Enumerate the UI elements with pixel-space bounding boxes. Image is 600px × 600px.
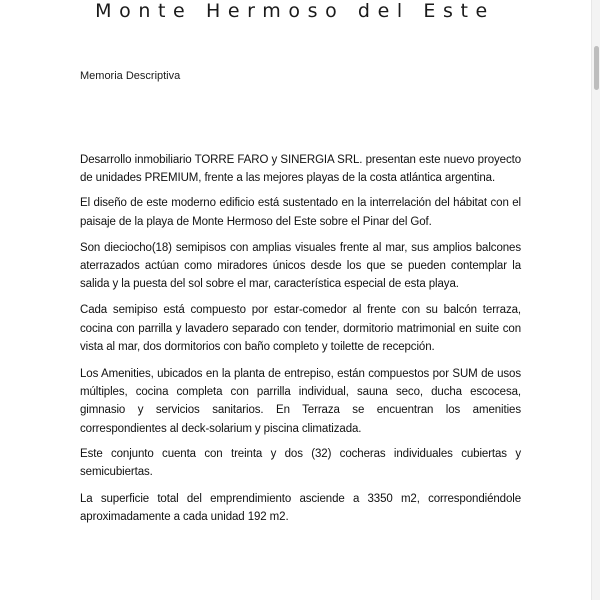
paragraph-parking: Este conjunto cuenta con treinta y dos (32) cocheras individuales cubiertas y semicubiertas. xyxy=(80,447,521,479)
document-body xyxy=(80,151,521,535)
document-subtitle: Memoria Descriptiva xyxy=(80,70,181,82)
scrollbar-thumb[interactable] xyxy=(594,46,599,90)
vertical-scrollbar[interactable] xyxy=(592,0,600,600)
document-title: Monte Hermoso del Este xyxy=(95,0,495,22)
paragraph-semipisos: Son dieciocho(18) semipisos con amplias visuales frente al mar, sus amplios balcones aterrazados actúan como miradores únicos desde los que se pueden contemplar la salida y la puesta del sol sobre el mar, característica especial de esta playa. xyxy=(80,241,521,291)
paragraph-surface: La superficie total del emprendimiento asciende a 3350 m2, correspondiéndole aproximadamente a cada unidad 192 m2. xyxy=(80,493,521,524)
paragraph-intro: Desarrollo inmobiliario TORRE FARO y SINERGIA SRL. presentan este nuevo proyecto de unidades PREMIUM, frente a las mejores playas de la costa atlántica argentina. xyxy=(80,154,521,185)
paragraph-semipiso-layout: Cada semipiso está compuesto por estar-comedor al frente con su balcón terraza, cocina con parrilla y lavadero separado con tender, dormitorio matrimonial en suite con vista al mar, dos dormitorios con baño completo y toilette de recepción. xyxy=(80,304,521,353)
paragraph-design: El diseño de este moderno edificio está sustentado en la interrelación del hábitat con el paisaje de la playa de Monte Hermoso del Este sobre el Pinar del Gof. xyxy=(80,197,521,228)
paragraph-amenities: Los Amenities, ubicados en la planta de entrepiso, están compuestos por SUM de usos múltiples, cocina completa con parrilla individual, sauna seco, ducha escocesa, gimnasio y servicios sanitarios. En Terraza se encuentran los amenities correspondientes al deck-solarium y piscina climatizada. xyxy=(80,368,521,435)
